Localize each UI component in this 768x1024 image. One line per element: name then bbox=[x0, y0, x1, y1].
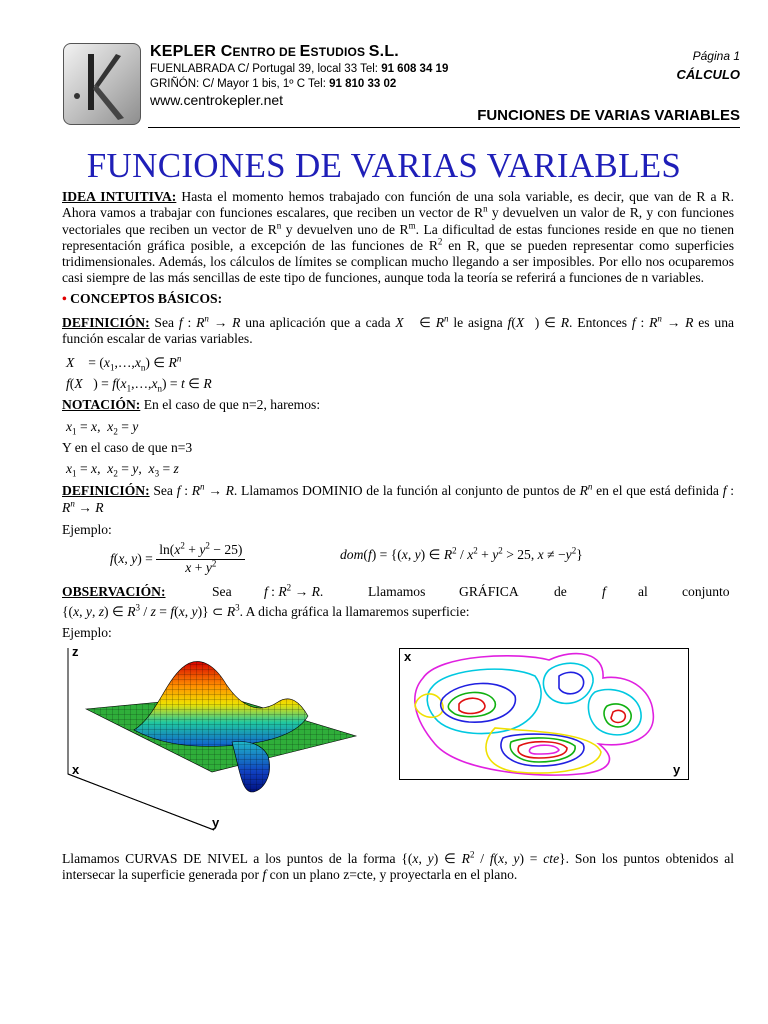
header-topic: FUNCIONES DE VARIAS VARIABLES bbox=[477, 107, 740, 124]
surface-axis-x-label: x bbox=[72, 761, 80, 777]
equation-dominio bbox=[62, 538, 734, 578]
notacion-paragraph: NOTACIÓN: En el caso de que n=2, haremos: bbox=[62, 397, 321, 413]
ejemplo-label-2: Ejemplo: bbox=[62, 624, 112, 640]
definicion-2: DEFINICIÓN: Sea f : $R^n \to R$. Llamamos DOMINIO de la función al conjunto de puntos de $R^n$ en el que está definida f : $R^n \to R$ bbox=[62, 481, 734, 515]
contour-plot-figure bbox=[399, 648, 689, 780]
equation-f-of-x: f(X⃗) = $f(x_1,\dots,x_n) = t$ ∈ R bbox=[66, 375, 212, 394]
header-right bbox=[676, 46, 740, 84]
equation-dom: dom(f) = {(x, y) ∈ $R^2 / x^2 + y^2 > 25$, $x \ne -y^2$} bbox=[340, 545, 583, 563]
conceptos-heading: • CONCEPTOS BÁSICOS: bbox=[62, 290, 223, 306]
curvas-de-nivel-paragraph: Llamamos CURVAS DE NIVEL a los puntos de la forma {(x, y) ∈ $R^2 / f(x$, y) = cte}. Son los puntos obtenidos al intersecar la superficie generada por f con un plano z=cte, y proyectarla en el plano. bbox=[62, 849, 734, 883]
bullet-icon: • bbox=[62, 290, 67, 306]
document-body bbox=[62, 189, 734, 884]
contour-axis-y-label: y bbox=[673, 761, 681, 777]
equation-fxy: f(x, y) = $\frac{\ln(x^2 + y^2 - 25)}{x + y^2}$ bbox=[110, 542, 245, 576]
observacion-set: {(x, y, z) ∈ $R^3 / z = f(x$, y)} ⊂ $R^3$. A dicha gráfica la llamaremos superficie: bbox=[62, 602, 470, 620]
address-fuenlabrada: FUENLABRADA C/ Portugal 39, local 33 Tel: 91 608 34 19 bbox=[150, 63, 449, 75]
page-number: Página 1 bbox=[692, 49, 740, 63]
ejemplo-label-1: Ejemplo: bbox=[62, 522, 112, 538]
observacion-line: OBSERVACIÓN: Sea f : $R^2 \to R$. Llamamos GRÁFICA de f al conjunto bbox=[62, 582, 730, 600]
company-name: KEPLER CENTRO DE ESTUDIOS S.L. bbox=[150, 43, 399, 60]
notacion-n3: Y en el caso de que n=3 bbox=[62, 439, 193, 455]
equation-vector-x: X⃗ = $(x_1,\dots,x_n)$ ∈ $R^n$ bbox=[66, 353, 182, 373]
subject-label: CÁLCULO bbox=[676, 67, 740, 82]
definicion-1: DEFINICIÓN: Sea f : $R^n \to R$ una aplicación que a cada X⃗ ∈ $R^n$ le asigna f(X⃗) ∈ R. Entonces f : $R^n \to R$ es una función escalar de varias variables. bbox=[62, 313, 735, 347]
equation-n2: $x_1 = x$, $x_2 = y$ bbox=[66, 418, 139, 437]
contour-axis-x-label: x bbox=[404, 648, 412, 664]
page-title: FUNCIONES DE VARIAS VARIABLES bbox=[86, 146, 682, 185]
contour-frame bbox=[400, 648, 689, 779]
surface-plot-figure bbox=[64, 644, 364, 834]
header-divider bbox=[148, 127, 740, 128]
figures-row bbox=[62, 644, 734, 834]
kepler-k-logo-icon bbox=[64, 44, 140, 124]
surface-axis-y-label: y bbox=[212, 814, 220, 830]
surface-axis-z-label: z bbox=[72, 643, 79, 659]
kepler-logo bbox=[63, 43, 141, 125]
idea-intuitiva-paragraph: IDEA INTUITIVA: Hasta el momento hemos trabajado con función de una sola variable, es decir, que van de R a R. Ahora vamos a trabajar con funciones escalares, que reciben un vector de $R^n$ y devuelven un valor de R, y con funciones vectoriales que reciben un vector de $R^n$ y devuelven uno de $R^m$. La dificultad de estas funciones reside en que no tienen representación gráfica posible, a excepción de las funciones de $R^2$ en R, que se pueden representar como superficies tridimensionales. Además, los cálculos de límites se complican mucho llegando a ser imposibles. Por ello nos ocuparemos casi siempre de las más sencillas de este tipo de funciones, aunque toda la teoría se referirá a funciones de n variables. bbox=[62, 189, 735, 286]
company-info bbox=[150, 42, 448, 109]
y-axis-line bbox=[68, 774, 214, 830]
page-header bbox=[60, 40, 740, 130]
equation-n3: $x_1 = x$, $x_2 = y$, $x_3 = z$ bbox=[66, 461, 179, 479]
address-grinon: GRIÑÓN: C/ Mayor 1 bis, 1º C Tel: 91 810 33 02 bbox=[150, 78, 397, 90]
website-link[interactable]: www.centrokepler.net bbox=[150, 92, 284, 108]
